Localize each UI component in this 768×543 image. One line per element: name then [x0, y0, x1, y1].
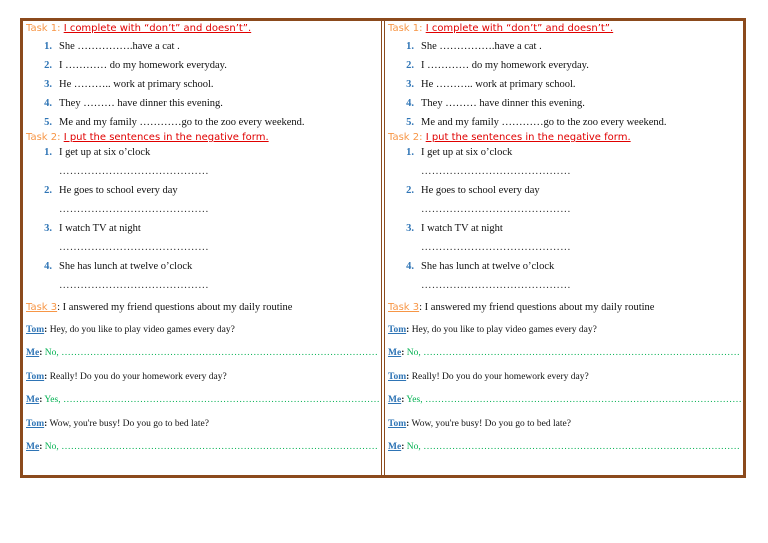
- answer-blank[interactable]: ………………………………………………………………………………………: [420, 348, 741, 358]
- answer-blank[interactable]: ……………………………………: [421, 280, 571, 291]
- item-text: She has lunch at twelve o’clock: [421, 261, 555, 272]
- speaker-name: Me: [388, 395, 402, 405]
- task2-list: [26, 146, 382, 298]
- task2-question: [388, 260, 744, 279]
- answer-blank[interactable]: ………………………………………………………………………………………: [60, 395, 380, 405]
- task1-item: [388, 37, 744, 56]
- speaker-name: Me: [388, 348, 402, 358]
- task2-item: [26, 222, 382, 260]
- dialogue-me-line[interactable]: [388, 341, 744, 365]
- task3-heading: [388, 298, 744, 318]
- answer-blank[interactable]: ……………………………………: [421, 242, 571, 253]
- task1-item: [26, 37, 382, 56]
- speaker-name: Tom: [388, 419, 407, 429]
- task1-item: [388, 113, 744, 132]
- task1-list: [388, 37, 744, 132]
- task2-item: [388, 222, 744, 260]
- answer-start: No,: [42, 348, 59, 358]
- dialogue-me-line[interactable]: [26, 388, 382, 412]
- item-text: He ……….. work at primary school.: [59, 79, 214, 90]
- item-text: He ……….. work at primary school.: [421, 79, 576, 90]
- worksheet-column-right: [388, 23, 744, 459]
- answer-blank[interactable]: ………………………………………………………………………………………: [58, 348, 379, 358]
- task2-question: [388, 222, 744, 241]
- answer-start: No,: [404, 348, 421, 358]
- task2-heading: [388, 132, 744, 146]
- speaker-name: Me: [26, 348, 40, 358]
- task2-question: [26, 222, 382, 241]
- item-text: He goes to school every day: [421, 185, 540, 196]
- answer-blank[interactable]: ……………………………………: [421, 166, 571, 177]
- speaker-name: Tom: [26, 325, 45, 335]
- task3-heading: [26, 298, 382, 318]
- item-number: 3.: [406, 79, 414, 90]
- item-number: 1.: [406, 41, 414, 52]
- task2-item: [388, 146, 744, 184]
- speaker-name: Tom: [388, 372, 407, 382]
- item-text: Me and my family …………go to the zoo every weekend.: [421, 117, 667, 128]
- task2-heading: [26, 132, 382, 146]
- item-number: 3.: [44, 79, 52, 90]
- task2-label: Task 2:: [388, 132, 423, 143]
- task2-instruction: I put the sentences in the negative form.: [63, 132, 269, 143]
- item-number: 2.: [406, 60, 414, 71]
- task3-instruction: : I answered my friend questions about my daily routine: [419, 302, 655, 313]
- item-text: She has lunch at twelve o’clock: [59, 261, 193, 272]
- item-number: 2.: [44, 185, 52, 196]
- answer-blank[interactable]: ……………………………………: [59, 280, 209, 291]
- dialogue-tom-line: [26, 366, 382, 388]
- answer-start: Yes,: [404, 395, 423, 405]
- speaker-colon: :: [44, 419, 48, 429]
- task1-item: [388, 75, 744, 94]
- dialogue-tom-line: [388, 366, 744, 388]
- item-text: I watch TV at night: [59, 223, 141, 234]
- dialogue-me-line[interactable]: [26, 435, 382, 459]
- item-text: I ………… do my homework everyday.: [421, 60, 589, 71]
- question-text: Hey, do you like to play video games every day?: [47, 325, 235, 335]
- item-text: They ……… have dinner this evening.: [421, 98, 585, 109]
- answer-blank[interactable]: ………………………………………………………………………………………: [58, 442, 379, 452]
- item-number: 5.: [406, 117, 414, 128]
- task2-item: [26, 260, 382, 298]
- task2-item: [26, 146, 382, 184]
- speaker-name: Me: [26, 395, 40, 405]
- task2-question: [388, 146, 744, 165]
- item-text: She …………….have a cat .: [421, 41, 542, 52]
- item-number: 5.: [44, 117, 52, 128]
- question-text: Wow, you're busy! Do you go to bed late?: [409, 419, 571, 429]
- dialogue-tom-line: [388, 319, 744, 341]
- speaker-colon: :: [44, 372, 48, 382]
- task1-instruction: I complete with “don’t” and doesn’t”.: [63, 23, 252, 34]
- answer-blank[interactable]: ………………………………………………………………………………………: [420, 442, 741, 452]
- item-number: 4.: [44, 261, 52, 272]
- item-number: 1.: [406, 147, 414, 158]
- item-number: 3.: [406, 223, 414, 234]
- answer-blank[interactable]: ………………………………………………………………………………………: [422, 395, 742, 405]
- task2-question: [26, 260, 382, 279]
- item-number: 4.: [44, 98, 52, 109]
- task2-instruction: I put the sentences in the negative form.: [425, 132, 631, 143]
- item-number: 1.: [44, 147, 52, 158]
- speaker-name: Tom: [388, 325, 407, 335]
- task3-label: Task 3: [26, 302, 58, 313]
- task1-item: [26, 75, 382, 94]
- task2-item: [388, 184, 744, 222]
- task1-item: [26, 94, 382, 113]
- speaker-colon: :: [406, 419, 410, 429]
- item-number: 4.: [406, 261, 414, 272]
- speaker-name: Me: [26, 442, 40, 452]
- answer-start: Yes,: [42, 395, 61, 405]
- task2-label: Task 2:: [26, 132, 61, 143]
- task1-item: [388, 94, 744, 113]
- question-text: Hey, do you like to play video games every day?: [409, 325, 597, 335]
- item-number: 3.: [44, 223, 52, 234]
- dialogue-tom-line: [26, 319, 382, 341]
- task1-heading: [26, 23, 382, 37]
- task2-question: [26, 146, 382, 165]
- task1-heading: [388, 23, 744, 37]
- item-number: 2.: [406, 185, 414, 196]
- task2-list: [388, 146, 744, 298]
- item-number: 1.: [44, 41, 52, 52]
- answer-blank[interactable]: ……………………………………: [59, 166, 209, 177]
- item-text: Me and my family …………go to the zoo every weekend.: [59, 117, 305, 128]
- speaker-colon: :: [401, 442, 405, 452]
- task1-label: Task 1:: [26, 23, 61, 34]
- speaker-colon: :: [39, 348, 43, 358]
- answer-start: No,: [42, 442, 59, 452]
- dialogue-me-line[interactable]: [388, 435, 744, 459]
- worksheet-frame: [20, 18, 746, 478]
- speaker-name: Me: [388, 442, 402, 452]
- task2-item: [26, 184, 382, 222]
- task2-item: [388, 260, 744, 298]
- task1-instruction: I complete with “don’t” and doesn’t”.: [425, 23, 614, 34]
- item-number: 2.: [44, 60, 52, 71]
- item-number: 4.: [406, 98, 414, 109]
- speaker-colon: :: [44, 325, 48, 335]
- answer-start: No,: [404, 442, 421, 452]
- speaker-colon: :: [401, 395, 405, 405]
- answer-blank[interactable]: ……………………………………: [59, 242, 209, 253]
- speaker-name: Tom: [26, 372, 45, 382]
- item-text: I ………… do my homework everyday.: [59, 60, 227, 71]
- task2-question: [26, 184, 382, 203]
- task1-label: Task 1:: [388, 23, 423, 34]
- task1-item: [26, 113, 382, 132]
- task1-list: [26, 37, 382, 132]
- speaker-colon: :: [406, 325, 410, 335]
- task1-item: [388, 56, 744, 75]
- worksheet-column-left: [26, 23, 382, 459]
- question-text: Really! Do you do your homework every day?: [47, 372, 227, 382]
- task2-question: [388, 184, 744, 203]
- item-text: I watch TV at night: [421, 223, 503, 234]
- speaker-colon: :: [401, 348, 405, 358]
- dialogue-me-line[interactable]: [388, 388, 744, 412]
- answer-blank[interactable]: ……………………………………: [421, 204, 571, 215]
- item-text: I get up at six o’clock: [59, 147, 151, 158]
- dialogue-tom-line: [26, 413, 382, 435]
- item-text: They ……… have dinner this evening.: [59, 98, 223, 109]
- item-text: I get up at six o’clock: [421, 147, 513, 158]
- speaker-colon: :: [39, 395, 43, 405]
- task3-instruction: : I answered my friend questions about my daily routine: [57, 302, 293, 313]
- task1-item: [26, 56, 382, 75]
- item-text: He goes to school every day: [59, 185, 178, 196]
- speaker-name: Tom: [26, 419, 45, 429]
- question-text: Wow, you're busy! Do you go to bed late?: [47, 419, 209, 429]
- question-text: Really! Do you do your homework every day?: [409, 372, 589, 382]
- item-text: She …………….have a cat .: [59, 41, 180, 52]
- speaker-colon: :: [406, 372, 410, 382]
- answer-blank[interactable]: ……………………………………: [59, 204, 209, 215]
- speaker-colon: :: [39, 442, 43, 452]
- dialogue-me-line[interactable]: [26, 341, 382, 365]
- task3-label: Task 3: [388, 302, 420, 313]
- dialogue-tom-line: [388, 413, 744, 435]
